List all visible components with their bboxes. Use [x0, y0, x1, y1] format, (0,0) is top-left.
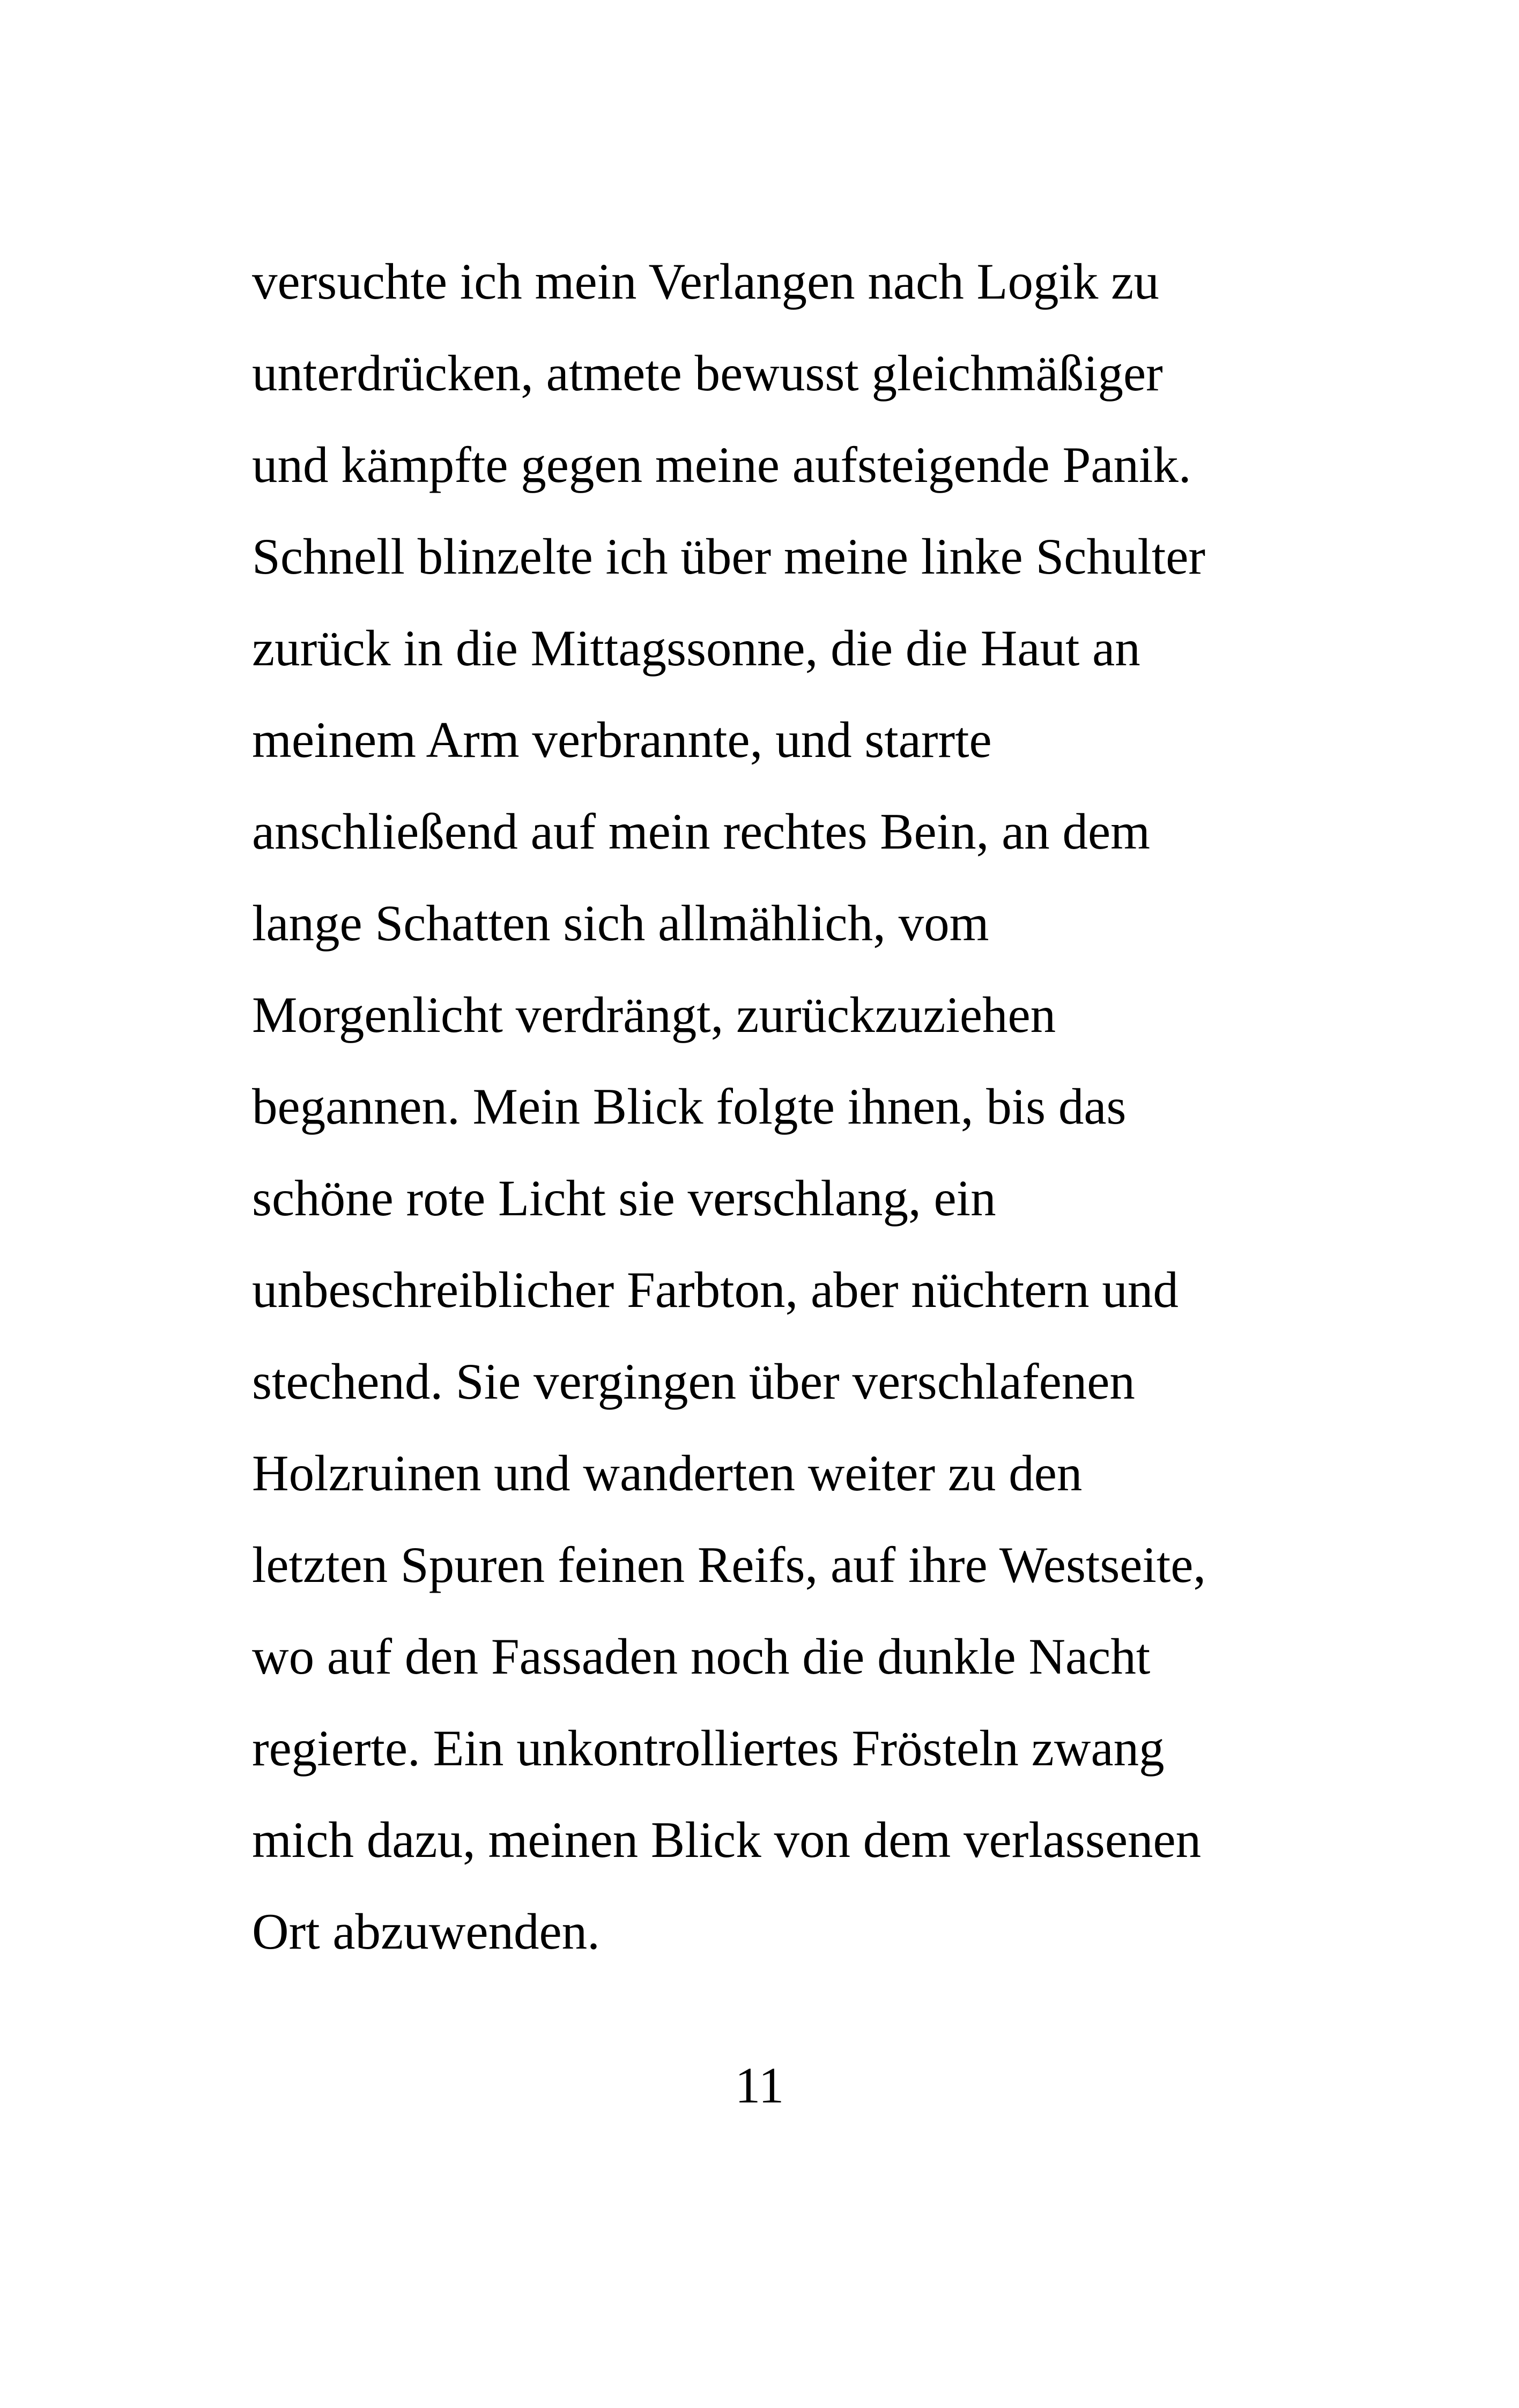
text-line: stechend. Sie vergingen über verschlafenen [252, 1353, 1135, 1410]
text-line: schöne rote Licht sie verschlang, ein [252, 1170, 996, 1227]
text-line: anschließend auf mein rechtes Bein, an dem [252, 803, 1151, 860]
text-line: Schnell blinzelte ich über meine linke Schulter [252, 528, 1206, 585]
text-line: zurück in die Mittagssonne, die die Haut an [252, 620, 1140, 677]
text-line: Morgenlicht verdrängt, zurückzuziehen [252, 986, 1056, 1043]
text-line: lange Schatten sich allmählich, vom [252, 895, 989, 952]
text-line: unbeschreiblicher Farbton, aber nüchtern und [252, 1261, 1179, 1318]
text-line: wo auf den Fassaden noch die dunkle Nacht [252, 1628, 1151, 1685]
text-line: unterdrücken, atmete bewusst gleichmäßiger [252, 345, 1163, 402]
text-line: letzten Spuren feinen Reifs, auf ihre Westseite, [252, 1536, 1206, 1593]
text-line: und kämpfte gegen meine aufsteigende Panik. [252, 436, 1191, 493]
text-line: Ort abzuwenden. [252, 1903, 600, 1960]
body-text [252, 236, 1324, 1978]
text-line: meinem Arm verbrannte, und starrte [252, 711, 992, 768]
text-line: begannen. Mein Blick folgte ihnen, bis das [252, 1078, 1127, 1135]
text-line: Holzruinen und wanderten weiter zu den [252, 1445, 1083, 1502]
text-line: mich dazu, meinen Blick von dem verlassenen [252, 1811, 1202, 1868]
text-line: regierte. Ein unkontrolliertes Frösteln zwang [252, 1720, 1165, 1777]
text-line: versuchte ich mein Verlangen nach Logik zu [252, 253, 1159, 310]
page-number: 11 [735, 2057, 784, 2114]
